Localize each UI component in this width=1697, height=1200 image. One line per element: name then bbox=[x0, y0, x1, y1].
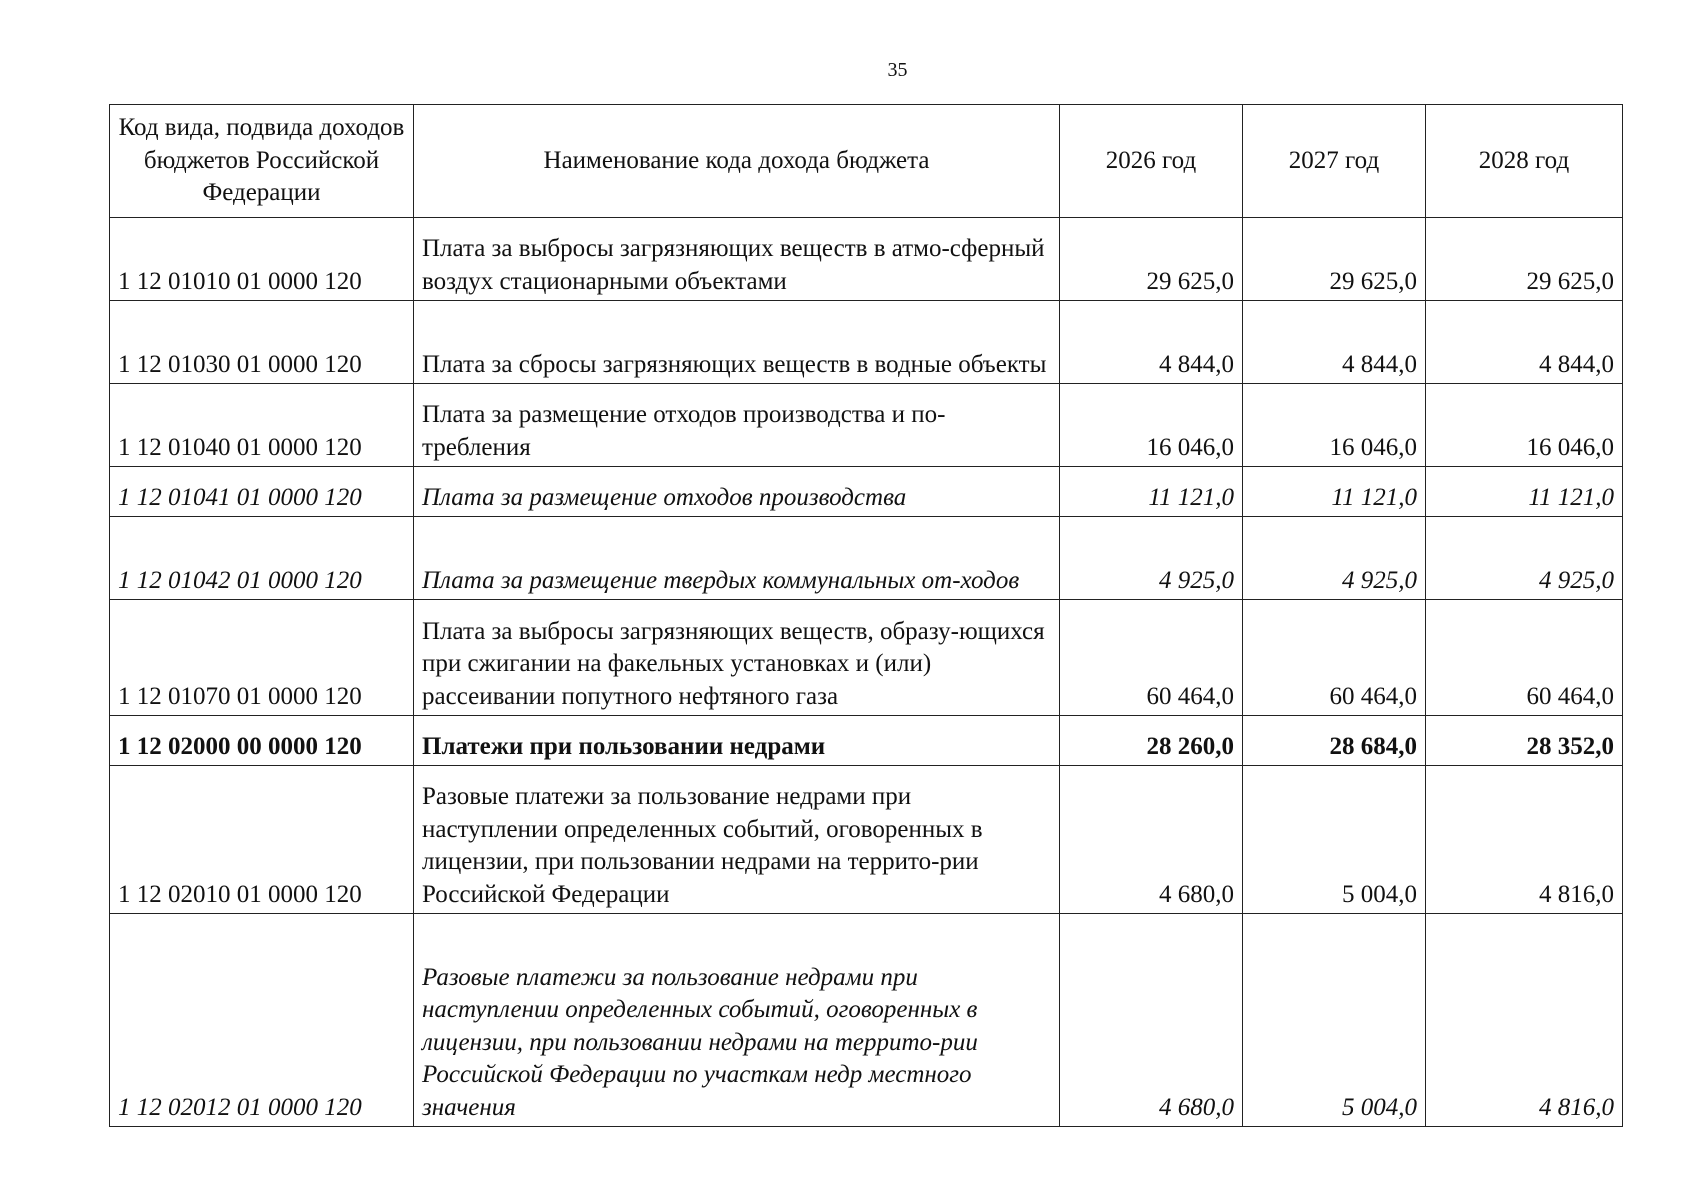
row-value-2027: 5 004,0 bbox=[1243, 766, 1426, 914]
row-value-2027: 4 844,0 bbox=[1243, 301, 1426, 384]
row-value-2026: 4 844,0 bbox=[1060, 301, 1243, 384]
table-row bbox=[110, 301, 1623, 384]
row-name: Плата за сбросы загрязняющих веществ в водные объекты bbox=[414, 301, 1060, 384]
row-value-2026: 60 464,0 bbox=[1060, 600, 1243, 716]
row-value-2026: 28 260,0 bbox=[1060, 716, 1243, 766]
header-name: Наименование кода дохода бюджета bbox=[414, 105, 1060, 218]
row-value-2028: 60 464,0 bbox=[1426, 600, 1623, 716]
table-row bbox=[110, 766, 1623, 914]
row-value-2026: 16 046,0 bbox=[1060, 384, 1243, 467]
table-row bbox=[110, 914, 1623, 1127]
row-value-2027: 28 684,0 bbox=[1243, 716, 1426, 766]
row-code: 1 12 02000 00 0000 120 bbox=[110, 716, 414, 766]
row-name: Платежи при пользовании недрами bbox=[414, 716, 1060, 766]
row-code: 1 12 02012 01 0000 120 bbox=[110, 914, 414, 1127]
row-value-2026: 11 121,0 bbox=[1060, 467, 1243, 517]
row-code: 1 12 01010 01 0000 120 bbox=[110, 218, 414, 301]
row-value-2028: 16 046,0 bbox=[1426, 384, 1623, 467]
row-value-2028: 11 121,0 bbox=[1426, 467, 1623, 517]
row-name: Плата за размещение отходов производства bbox=[414, 467, 1060, 517]
row-name: Плата за размещение отходов производства и по-требления bbox=[414, 384, 1060, 467]
row-value-2028: 29 625,0 bbox=[1426, 218, 1623, 301]
table-row bbox=[110, 384, 1623, 467]
row-value-2028: 4 816,0 bbox=[1426, 766, 1623, 914]
row-value-2026: 4 680,0 bbox=[1060, 766, 1243, 914]
table-row bbox=[110, 218, 1623, 301]
row-value-2027: 29 625,0 bbox=[1243, 218, 1426, 301]
row-value-2027: 11 121,0 bbox=[1243, 467, 1426, 517]
row-name: Разовые платежи за пользование недрами при наступлении определенных событий, оговоренных в лицензии, при пользовании недрами на террито-рии Российской Федерации по участкам недр местного значения bbox=[414, 914, 1060, 1127]
row-code: 1 12 01030 01 0000 120 bbox=[110, 301, 414, 384]
header-2028: 2028 год bbox=[1426, 105, 1623, 218]
row-value-2027: 5 004,0 bbox=[1243, 914, 1426, 1127]
row-value-2027: 4 925,0 bbox=[1243, 517, 1426, 600]
header-2026: 2026 год bbox=[1060, 105, 1243, 218]
budget-revenue-table bbox=[109, 104, 1623, 1127]
row-code: 1 12 01040 01 0000 120 bbox=[110, 384, 414, 467]
row-code: 1 12 02010 01 0000 120 bbox=[110, 766, 414, 914]
row-value-2026: 29 625,0 bbox=[1060, 218, 1243, 301]
row-value-2026: 4 680,0 bbox=[1060, 914, 1243, 1127]
row-value-2028: 4 816,0 bbox=[1426, 914, 1623, 1127]
row-value-2026: 4 925,0 bbox=[1060, 517, 1243, 600]
row-value-2028: 4 844,0 bbox=[1426, 301, 1623, 384]
table-row bbox=[110, 716, 1623, 766]
row-code: 1 12 01042 01 0000 120 bbox=[110, 517, 414, 600]
row-name: Плата за выбросы загрязняющих веществ в атмо-сферный воздух стационарными объектами bbox=[414, 218, 1060, 301]
row-name: Плата за выбросы загрязняющих веществ, образу-ющихся при сжигании на факельных установках и (или) рассеивании попутного нефтяного газа bbox=[414, 600, 1060, 716]
page-number: 35 bbox=[887, 59, 908, 81]
row-name: Разовые платежи за пользование недрами при наступлении определенных событий, оговоренных в лицензии, при пользовании недрами на террито-рии Российской Федерации bbox=[414, 766, 1060, 914]
header-code: Код вида, подвида доходов бюджетов Российской Федерации bbox=[110, 105, 414, 218]
row-value-2028: 28 352,0 bbox=[1426, 716, 1623, 766]
table-row bbox=[110, 467, 1623, 517]
row-name: Плата за размещение твердых коммунальных от-ходов bbox=[414, 517, 1060, 600]
row-code: 1 12 01041 01 0000 120 bbox=[110, 467, 414, 517]
row-value-2027: 16 046,0 bbox=[1243, 384, 1426, 467]
table-row bbox=[110, 517, 1623, 600]
table-header-row bbox=[110, 105, 1623, 218]
row-value-2027: 60 464,0 bbox=[1243, 600, 1426, 716]
table-row bbox=[110, 600, 1623, 716]
header-2027: 2027 год bbox=[1243, 105, 1426, 218]
row-code: 1 12 01070 01 0000 120 bbox=[110, 600, 414, 716]
row-value-2028: 4 925,0 bbox=[1426, 517, 1623, 600]
